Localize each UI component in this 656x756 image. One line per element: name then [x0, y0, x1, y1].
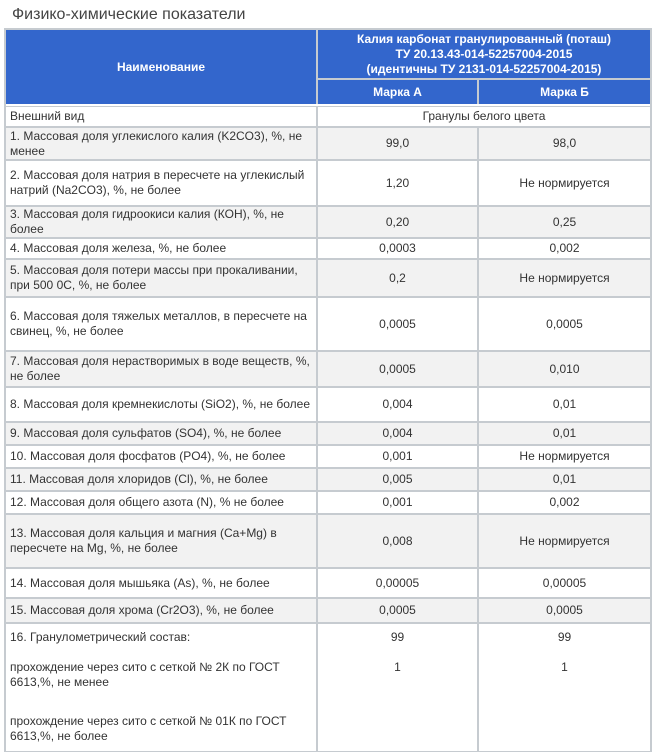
row-value-grade-b: 0,002: [479, 239, 650, 258]
row-value-grade-b: 0,0005: [479, 599, 650, 622]
row-name: 12. Массовая доля общего азота (N), % не более: [6, 492, 316, 513]
header-grade-b: Марка Б: [479, 80, 650, 104]
row16-sieve-2k: прохождение через сито с сеткой № 2К по ГОСТ 6613,%, не менее: [10, 660, 280, 689]
row-name: 5. Массовая доля потери массы при прокаливании, при 500 0С, %, не более: [6, 260, 316, 296]
row-value-grade-a: 0,20: [318, 207, 477, 237]
row-value-grade-a: 0,004: [318, 388, 477, 421]
row-name: 14. Массовая доля мышьяка (As), %, не более: [6, 569, 316, 597]
header-product-line1: Калия карбонат гранулированный (поташ): [357, 31, 611, 46]
row-value-grade-b: 0,0005: [479, 298, 650, 350]
row-name: 8. Массовая доля кремнекислоты (SiO2), %, не более: [6, 388, 316, 421]
row-value-grade-b: 0,25: [479, 207, 650, 237]
row-value-grade-a: 0,0003: [318, 239, 477, 258]
row-name: 7. Массовая доля нерастворимых в воде веществ, %, не более: [6, 352, 316, 386]
row-value-grade-b: 0,010: [479, 352, 650, 386]
row16-grade-a-cell: [318, 624, 477, 751]
header-product-line2: ТУ 20.13.43-014-52257004-2015: [395, 46, 573, 61]
header-grade-a: Марка А: [318, 80, 477, 104]
row16-sieve-01k: прохождение через сито с сеткой № 01К по ГОСТ 6613,%, не более: [10, 714, 287, 743]
row-value-grade-b: 0,01: [479, 469, 650, 490]
row-value-grade-a: 0,001: [318, 492, 477, 513]
row16-title: 16. Гранулометрический состав:: [10, 630, 191, 644]
appearance-label: Внешний вид: [6, 107, 316, 126]
row-value-grade-b: 0,01: [479, 388, 650, 421]
row-value-grade-a: 0,2: [318, 260, 477, 296]
row-value-grade-a: 0,0005: [318, 352, 477, 386]
appearance-value: Гранулы белого цвета: [318, 107, 650, 126]
row-value-grade-a: 99,0: [318, 128, 477, 159]
row-name: 1. Массовая доля углекислого калия (K2CO3), %, не менее: [6, 128, 316, 159]
row-value-grade-a: 1,20: [318, 161, 477, 205]
row-name: 6. Массовая доля тяжелых металлов, в пересчете на свинец, %, не более: [6, 298, 316, 350]
row-name: 15. Массовая доля хрома (Cr2O3), %, не более: [6, 599, 316, 622]
row-value-grade-b: 0,01: [479, 423, 650, 444]
header-divider: [6, 104, 650, 106]
row-value-grade-b: Не нормируется: [479, 446, 650, 467]
row-value-grade-a: 0,004: [318, 423, 477, 444]
row16-grade-a-value: 99: [390, 630, 405, 644]
row-name: 13. Массовая доля кальция и магния (Ca+Mg) в пересчете на Mg, %, не более: [6, 515, 316, 567]
row-value-grade-a: 0,001: [318, 446, 477, 467]
row-value-grade-a: 0,0005: [318, 599, 477, 622]
row-value-grade-a: 0,005: [318, 469, 477, 490]
row-value-grade-a: 0,00005: [318, 569, 477, 597]
page-title: Физико-химические показатели: [12, 6, 246, 23]
row-value-grade-a: 0,0005: [318, 298, 477, 350]
row-value-grade-b: Не нормируется: [479, 260, 650, 296]
row16-grade-b-cell: [479, 624, 650, 751]
properties-table: [4, 28, 652, 752]
row-value-grade-b: 0,00005: [479, 569, 650, 597]
row16-grade-b-value: 99: [557, 630, 572, 644]
row16-name-cell: [6, 624, 316, 751]
row-value-grade-b: 98,0: [479, 128, 650, 159]
row-value-grade-b: 0,002: [479, 492, 650, 513]
row16-grade-b-sieve-2k: 1: [561, 660, 568, 674]
header-name-column: Наименование: [6, 30, 316, 104]
row-value-grade-a: 0,008: [318, 515, 477, 567]
row-name: 11. Массовая доля хлоридов (Cl), %, не более: [6, 469, 316, 490]
row-name: 3. Массовая доля гидроокиси калия (КОН), %, не более: [6, 207, 316, 237]
row16-grade-a-sieve-2k: 1: [394, 660, 401, 674]
header-product: [318, 30, 650, 78]
header-product-line3: (идентичны ТУ 2131-014-52257004-2015): [366, 61, 602, 76]
row-name: 4. Массовая доля железа, %, не более: [6, 239, 316, 258]
row-value-grade-b: Не нормируется: [479, 515, 650, 567]
row-name: 2. Массовая доля натрия в пересчете на углекислый натрий (Na2CO3), %, не более: [6, 161, 316, 205]
row-value-grade-b: Не нормируется: [479, 161, 650, 205]
row-name: 9. Массовая доля сульфатов (SO4), %, не более: [6, 423, 316, 444]
row-name: 10. Массовая доля фосфатов (PO4), %, не более: [6, 446, 316, 467]
